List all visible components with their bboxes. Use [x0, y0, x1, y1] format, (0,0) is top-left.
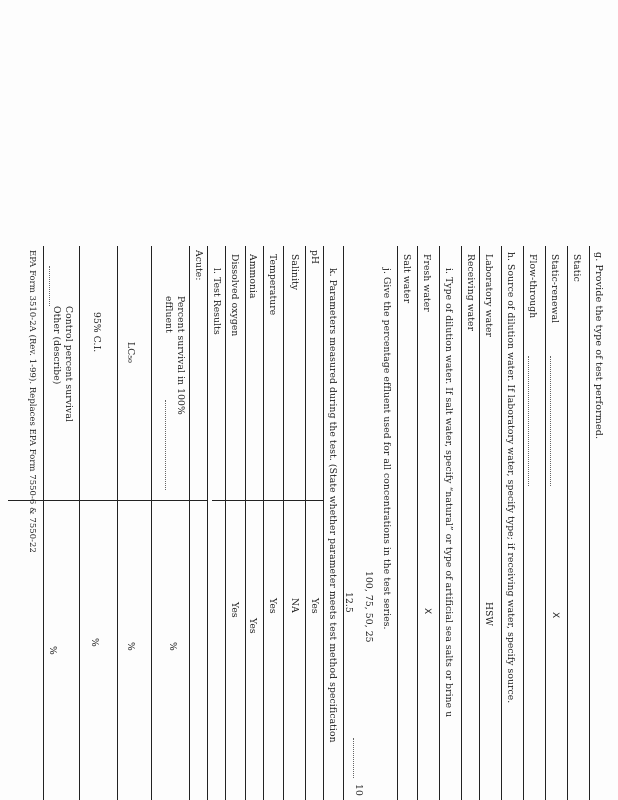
rule [323, 246, 324, 800]
concentrations-line-1: 100, 75, 50, 25 [363, 571, 374, 643]
leader-dots [165, 400, 166, 490]
leader-dots [353, 738, 354, 778]
fresh-water-check-mark: X [422, 608, 432, 615]
percent-sign: % [167, 642, 178, 651]
result-control-other: Other (describe) [51, 306, 62, 385]
rule [189, 246, 190, 800]
rule [545, 246, 546, 800]
result-percent-survival: Percent survival in 100% [175, 296, 186, 415]
parameter-temperature-value: Yes [267, 598, 278, 614]
static-renewal-check-mark: X [550, 612, 560, 619]
concentrations-trailing: 10 [353, 784, 364, 796]
rule [245, 246, 246, 800]
rule [523, 246, 524, 800]
rule [461, 246, 462, 800]
dilution-source-receiving: Receiving water [465, 254, 476, 332]
parameter-ph: pH [309, 250, 320, 265]
column-divider [8, 500, 208, 501]
leader-dots [49, 266, 50, 306]
acute-label: Acute: [193, 250, 204, 281]
percent-sign: % [125, 642, 136, 651]
laboratory-water-value: HSW [483, 602, 494, 627]
rule [343, 246, 344, 800]
rule [479, 246, 480, 800]
parameter-temperature: Temperature [267, 254, 278, 316]
parameter-salinity-value: NA [289, 598, 300, 613]
percent-sign: % [47, 646, 58, 655]
rule [397, 246, 398, 800]
result-percent-survival-sub: effluent [163, 296, 174, 333]
test-type-static-renewal: Static-renewal [549, 254, 560, 324]
rule [417, 246, 418, 800]
leader-dots [528, 356, 529, 486]
rotated-form-page [0, 246, 618, 800]
section-g-heading: g. Provide the type of test performed. [593, 252, 604, 440]
rule [263, 246, 264, 800]
rule [589, 246, 590, 800]
parameter-ammonia-value: Yes [247, 618, 258, 634]
section-l-heading: l. Test Results [211, 268, 222, 335]
concentrations-line-2: 12.5 [343, 592, 354, 613]
rule [79, 246, 80, 800]
rule [117, 246, 118, 800]
parameter-salinity: Salinity [289, 254, 300, 291]
rule [439, 246, 440, 800]
result-95-ci: 95% C.I. [91, 312, 102, 353]
rule [501, 246, 502, 800]
dilution-source-laboratory: Laboratory water [483, 254, 494, 338]
water-type-fresh: Fresh water [421, 254, 432, 312]
section-i-heading: i. Type of dilution water. If salt water, specify “natural” or type of artificial sea salts or brine u [443, 268, 454, 718]
rule [283, 246, 284, 800]
parameter-dissolved-oxygen: Dissolved oxygen [229, 254, 240, 337]
rule [207, 246, 208, 800]
test-type-static: Static [571, 254, 582, 282]
section-h-heading: h. Source of dilution water. If laboratory water, specify type; if receiving water, specify source. [505, 252, 516, 704]
parameter-dissolved-oxygen-value: Yes [229, 602, 240, 618]
rule [151, 246, 152, 800]
result-control-survival: Control percent survival [63, 306, 74, 422]
rule [567, 246, 568, 800]
result-lc50: LC₅₀ [125, 342, 136, 363]
parameter-ammonia: Ammonia [247, 254, 258, 299]
rule [225, 246, 226, 800]
rule [43, 246, 44, 800]
leader-dots [550, 356, 551, 486]
section-k-heading: k. Parameters measured during the test. (State whether parameter meets test method specification [327, 268, 338, 743]
form-footer: EPA Form 3510-2A (Rev. 1-99). Replaces EPA Form 7550-6 & 7550-22 [28, 250, 38, 553]
parameter-ph-value: Yes [309, 598, 320, 614]
rule [305, 246, 306, 800]
test-type-flow-through: Flow-through [527, 254, 538, 319]
column-divider [212, 500, 324, 501]
water-type-salt: Salt water [401, 254, 412, 304]
percent-sign: % [89, 638, 100, 647]
section-j-heading: j. Give the percentage effluent used for all concentrations in the test series. [381, 268, 392, 630]
